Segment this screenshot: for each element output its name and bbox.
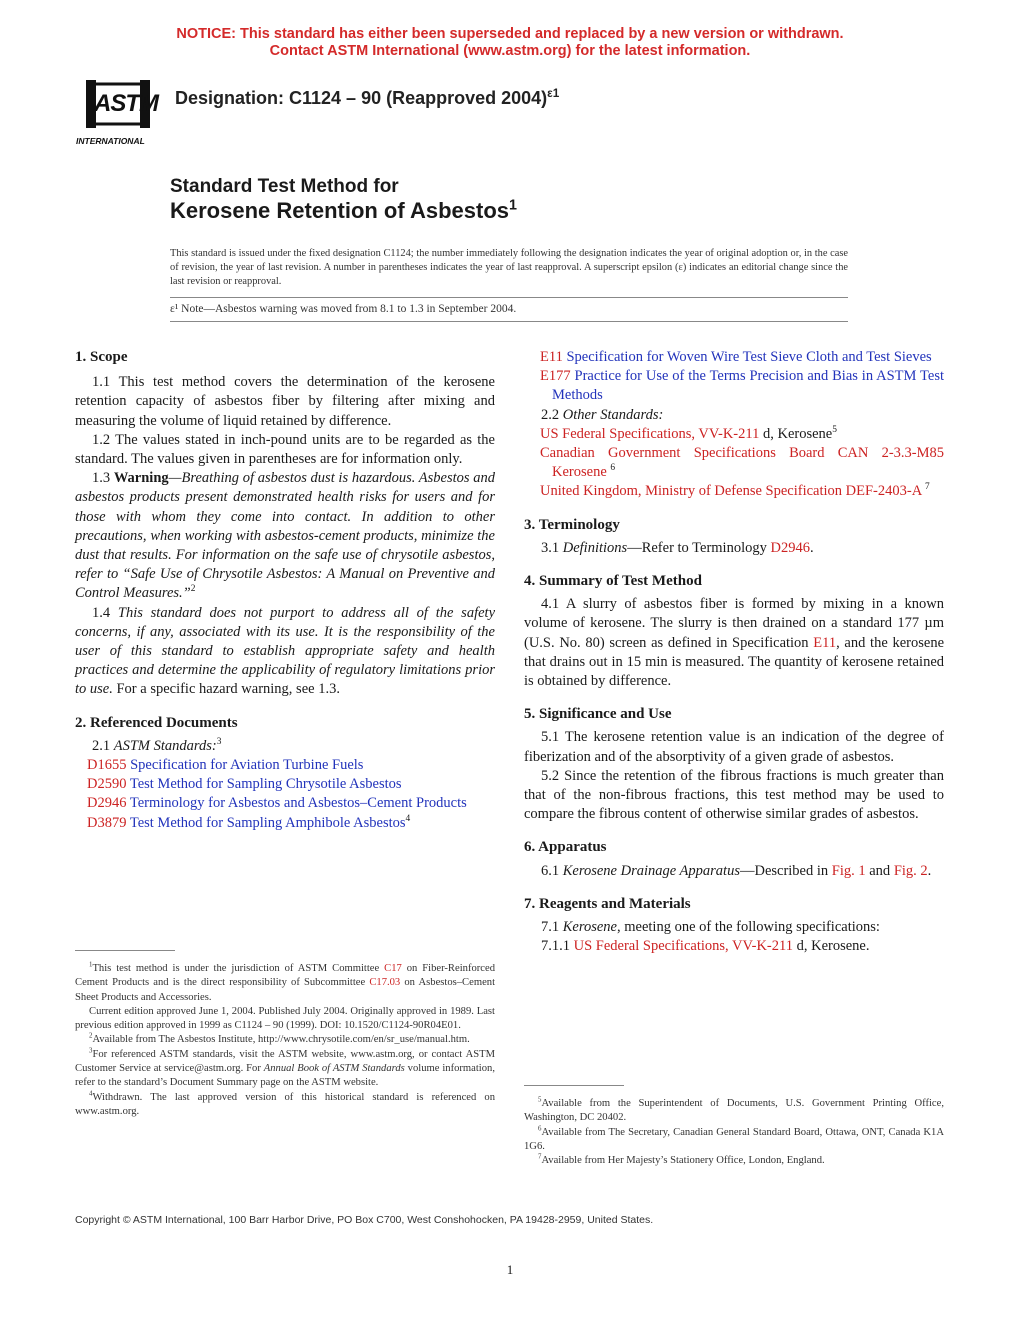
warning-text: —Breathing of asbestos dust is hazardous. Asbestos and asbestos products present demonstrated health risks for users and for those with whom they come into contact. In addition to other precautions, when working with asbestos-cement products, minimize the dust that results. For information on the safe use of chrysotile asbestos, refer to “Safe Use of Chrysotile Asbestos: A Manual on Preventive and Control Measures.” xyxy=(75,470,495,602)
footnote-divider-right xyxy=(524,1085,624,1086)
para-2-2 xyxy=(524,406,944,425)
preamble: This standard is issued under the fixed designation C1124; the number immediately following the designation indicates the year of original adoption or, in the case of revision, the year of last revision. A number in parentheses indicates the year of last reapproval. A superscript epsilon (ε) indicates an editorial change since the last revision or reapproval. xyxy=(170,248,848,287)
ref-code[interactable]: D3879 xyxy=(87,814,127,831)
footnotes-left xyxy=(75,962,495,1119)
ref-title[interactable]: Specification for Woven Wire Test Sieve Cloth and Test Sieves xyxy=(566,349,932,365)
footnote-1-text-a: This test method is under the jurisdiction of ASTM Committee xyxy=(92,963,385,974)
footnote-divider-left xyxy=(75,950,175,951)
footnote-6-text: Available from The Secretary, Canadian General Standard Board, Ottawa, ONT, Canada K1A 1G6. xyxy=(524,1126,944,1152)
other-standard-uk[interactable] xyxy=(524,482,944,501)
other-standard-link[interactable]: United Kingdom, Ministry of Defense Specification DEF-2403-A xyxy=(540,483,922,500)
other-standard-us[interactable] xyxy=(524,425,944,444)
apparatus-text: —Described in xyxy=(739,862,832,879)
para-7-1-1 xyxy=(524,937,944,956)
para-7-1-number: 7.1 xyxy=(541,919,560,936)
safety-text: This standard does not purport to address all of the safety concerns, if any, associated with its use. It is the responsibility of the user of this standard to establish appropriate safety and health practices and determine the applicability of regulatory limitations prior to use. xyxy=(75,604,496,698)
ref-d3879[interactable] xyxy=(75,814,495,833)
astm-logo xyxy=(72,74,164,152)
other-standard-canada[interactable] xyxy=(524,444,944,482)
footnote-7-text: Available from Her Majesty’s Stationery Office, London, England. xyxy=(541,1155,825,1167)
ref-code[interactable]: D1655 xyxy=(87,757,127,774)
footnote-4-mark: 4 xyxy=(89,1090,93,1098)
title-line-2 xyxy=(170,198,517,224)
other-standards-label: Other Standards: xyxy=(562,406,664,423)
section-1-heading: 1. Scope xyxy=(75,349,128,365)
ref-title[interactable]: Specification for Aviation Turbine Fuels xyxy=(130,757,364,774)
summary-text-b: , and the kerosene that drains out in 15 min is measured. The quantity of kerosene retained is obtained by difference. xyxy=(524,634,944,690)
footnote-3-book-title: Annual Book of ASTM Standards xyxy=(263,1063,405,1075)
section-5-heading: 5. Significance and Use xyxy=(524,706,672,723)
footnote-ref-5: 5 xyxy=(832,424,837,435)
apparatus-label: Kerosene Drainage Apparatus xyxy=(562,862,740,879)
definitions-label: Definitions xyxy=(562,539,628,556)
para-1-3-number: 1.3 xyxy=(92,470,111,487)
ref-e177[interactable] xyxy=(524,367,944,405)
footnote-3-text-a: For referenced ASTM standards, visit the ASTM website, www.astm.org, or contact ASTM Customer Service at service@astm.org. For xyxy=(75,1048,495,1075)
title-line-1: Standard Test Method for xyxy=(170,176,399,197)
terminology-link[interactable]: D2946 xyxy=(770,539,810,556)
section-7-heading: 7. Reagents and Materials xyxy=(524,895,691,912)
page-number: 1 xyxy=(506,1262,514,1277)
copyright: Copyright © ASTM International, 100 Barr Harbor Drive, PO Box C700, West Conshohocken, PA 19428-2959, United States. xyxy=(75,1214,654,1226)
ref-code[interactable]: E177 xyxy=(540,368,571,385)
section-6-heading: 6. Apparatus xyxy=(524,839,607,856)
subcommittee-link[interactable]: C17.03 xyxy=(369,977,401,989)
apparatus-end: . xyxy=(927,862,932,879)
ref-code[interactable]: D2590 xyxy=(87,776,127,793)
footnote-1-text-b: on Fiber-Reinforced Cement Products and is the direct responsibility of Subcommittee xyxy=(75,963,495,989)
footnote-6-mark: 6 xyxy=(538,1125,542,1133)
footnote-2-mark: 2 xyxy=(89,1032,93,1040)
para-6-1-number: 6.1 xyxy=(541,862,560,879)
para-1-2: 1.2 The values stated in inch-pound units are to be regarded as the standard. The values given in parentheses are for information only. xyxy=(75,431,495,468)
footnote-1-edition: Current edition approved June 1, 2004. Published July 2004. Originally approved in 1989. Last previous edition approved in 1999 as C1124 – 90 (1999). DOI: 10.1520/C1124-90R04E01. xyxy=(75,1005,495,1032)
footnote-2 xyxy=(75,1033,495,1047)
ref-code[interactable]: E11 xyxy=(540,349,563,365)
para-7-1-1-number: 7.1.1 xyxy=(541,938,570,955)
para-1-4 xyxy=(75,604,495,700)
left-column xyxy=(75,348,495,833)
kerosene-spec-rest: d, Kerosene. xyxy=(792,938,870,955)
title-text: Kerosene Retention of Asbestos xyxy=(170,198,510,223)
footnote-3-text-b: volume information, refer to the standard’s Document Summary page on the ASTM website. xyxy=(75,1063,495,1089)
footnote-1 xyxy=(75,962,495,1005)
footnote-ref-3: 3 xyxy=(216,737,222,748)
para-7-1 xyxy=(524,918,944,937)
section-2-heading: 2. Referenced Documents xyxy=(75,714,238,731)
section-3-heading: 3. Terminology xyxy=(524,516,620,533)
footnote-4-text: Withdrawn. The last approved version of this historical standard is referenced on www.astm.org. xyxy=(75,1091,495,1117)
footnote-ref-6: 6 xyxy=(610,463,616,474)
logo-subtitle: INTERNATIONAL xyxy=(76,136,145,146)
footnote-ref-4: 4 xyxy=(405,813,411,824)
kerosene-label: Kerosene xyxy=(562,919,617,936)
editorial-note: ε¹ Note—Asbestos warning was moved from 8.1 to 1.3 in September 2004. xyxy=(170,303,517,315)
ref-title[interactable]: Test Method for Sampling Amphibole Asbestos xyxy=(129,814,406,831)
footnote-3-mark: 3 xyxy=(89,1047,93,1055)
ref-d2590[interactable] xyxy=(75,775,495,794)
para-4-1 xyxy=(524,595,944,691)
para-1-3 xyxy=(75,469,495,603)
footnote-1-mark: 1 xyxy=(89,961,93,969)
other-standard-link[interactable]: Canadian Government Specifications Board CAN 2-3.3-M85 Kerosene xyxy=(540,445,944,481)
reagents-text: , meeting one of the following specifications: xyxy=(616,919,880,936)
footnote-5 xyxy=(524,1097,944,1126)
figure-1-link[interactable]: Fig. 1 xyxy=(831,862,866,879)
designation-text: Designation: C1124 – 90 (Reapproved 2004) xyxy=(175,88,548,108)
committee-link[interactable]: C17 xyxy=(384,963,402,974)
summary-e11-link[interactable]: E11 xyxy=(813,634,837,651)
footnote-ref-7: 7 xyxy=(925,482,930,493)
notice-line-2: Contact ASTM International (www.astm.org) for the latest information. xyxy=(269,43,751,59)
para-6-1 xyxy=(524,862,944,881)
ref-title[interactable]: Terminology for Asbestos and Asbestos–Cement Products xyxy=(129,795,467,812)
footnote-3 xyxy=(75,1048,495,1091)
para-3-1-number: 3.1 xyxy=(541,539,560,556)
right-column xyxy=(524,348,944,956)
other-standard-rest: d, Kerosene xyxy=(759,425,833,442)
para-1-1: 1.1 This test method covers the determination of the kerosene retention capacity of asbestos fiber by filtering after mixing and measuring the volume of liquid retained by difference. xyxy=(75,374,495,429)
footnote-5-text: Available from the Superintendent of Documents, U.S. Government Printing Office, Washington, DC 20402. xyxy=(524,1098,944,1124)
para-2-1-number: 2.1 xyxy=(92,737,111,754)
warning-label: Warning xyxy=(113,470,169,487)
footnote-4 xyxy=(75,1091,495,1120)
ref-title[interactable]: Test Method for Sampling Chrysotile Asbestos xyxy=(129,776,402,793)
footnote-6 xyxy=(524,1126,944,1155)
section-4-heading: 4. Summary of Test Method xyxy=(524,573,702,590)
footnote-ref-2: 2 xyxy=(190,584,196,595)
ref-d2946[interactable] xyxy=(75,794,495,813)
summary-text-a: 4.1 A slurry of asbestos fiber is formed by mixing in a known volume of kerosene. The slurry is then drained on a standard 177 µm (U.S. No. 80) screen as defined in Specification xyxy=(524,596,944,651)
para-1-4-number: 1.4 xyxy=(92,604,111,621)
footnote-2-text: Available from The Asbestos Institute, http://www.chrysotile.com/en/sr_use/manual.htm. xyxy=(92,1034,470,1046)
para-5-2: 5.2 Since the retention of the fibrous fractions is much greater than that of the non-fibrous fractions, this test method may be used to compare the fibrous content of otherwise similar grades of asbestos. xyxy=(524,767,944,823)
ref-title[interactable]: Practice for Use of the Terms Precision and Bias in ASTM Test Methods xyxy=(552,368,944,404)
footnote-7 xyxy=(524,1154,944,1168)
para-5-1: 5.1 The kerosene retention value is an indication of the degree of fiberization and of the absorptivity of a given grade of asbestos. xyxy=(524,729,944,765)
us-federal-spec-link[interactable]: US Federal Specifications, VV-K-211 xyxy=(573,938,793,955)
designation xyxy=(175,88,559,109)
note-divider xyxy=(170,321,848,322)
footnote-5-mark: 5 xyxy=(538,1096,542,1104)
footnotes-right xyxy=(524,1097,944,1168)
para-3-1 xyxy=(524,539,944,558)
designation-superscript: ε1 xyxy=(547,87,560,100)
title-footnote-ref: 1 xyxy=(509,197,517,214)
terminology-end: . xyxy=(809,539,814,556)
para-2-2-number: 2.2 xyxy=(541,406,560,423)
ref-e11[interactable] xyxy=(524,348,944,367)
figure-2-link[interactable]: Fig. 2 xyxy=(893,862,928,879)
footnote-1-text-c: on Asbestos–Cement Sheet Products and Accessories. xyxy=(75,977,496,1003)
astm-standards-label: ASTM Standards: xyxy=(113,737,217,754)
para-2-1 xyxy=(75,737,495,756)
hazard-ref-text: For a specific hazard warning, see 1.3. xyxy=(112,681,340,698)
ref-code[interactable]: D2946 xyxy=(87,795,127,812)
terminology-text: —Refer to Terminology xyxy=(627,539,771,556)
apparatus-and: and xyxy=(865,862,894,879)
footnote-7-mark: 7 xyxy=(538,1153,542,1161)
notice-line-1: NOTICE: This standard has either been superseded and replaced by a new version or withdrawn. xyxy=(176,26,844,42)
preamble-divider xyxy=(170,297,848,298)
ref-d1655[interactable] xyxy=(75,756,495,775)
notice-banner xyxy=(0,26,1020,60)
other-standard-link[interactable]: US Federal Specifications, VV-K-211 xyxy=(540,425,760,442)
logo-letters: ASTM xyxy=(94,90,158,117)
